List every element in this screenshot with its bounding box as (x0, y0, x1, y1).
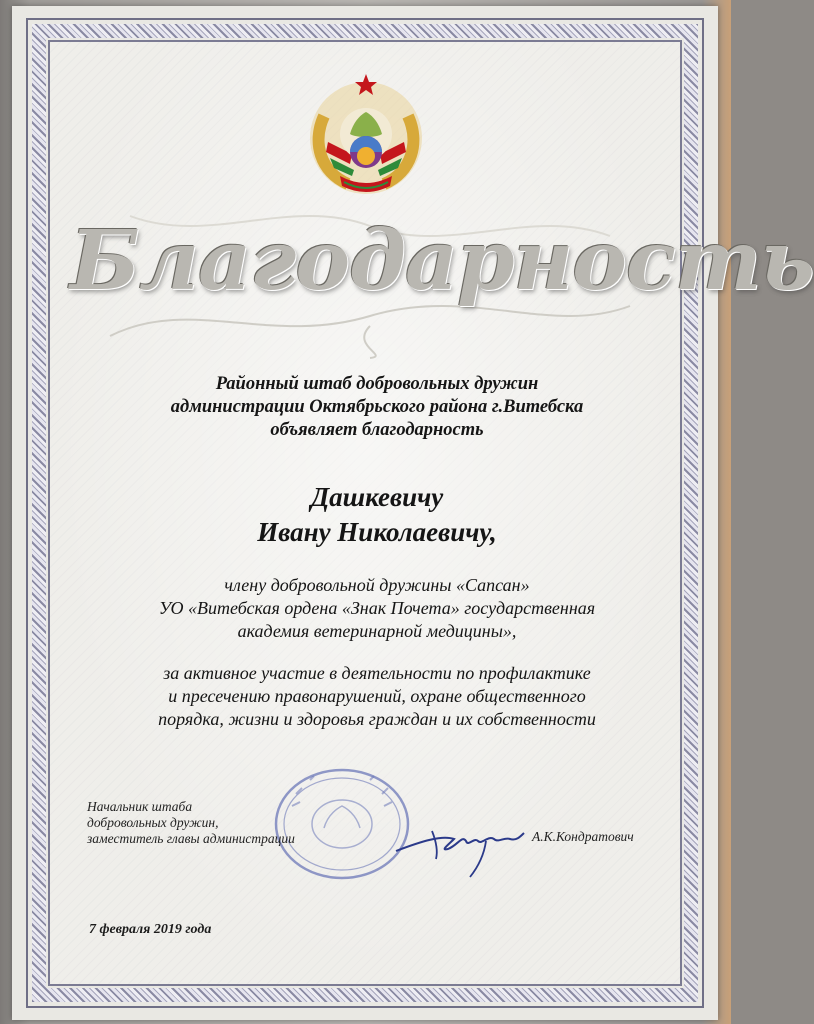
handwritten-signature-icon (392, 811, 532, 881)
issuer-line: объявляет благодарность (270, 420, 484, 440)
signer-name: А.К.Кондратович (532, 829, 634, 844)
issuer-line: Районный штаб добровольных дружин (215, 374, 539, 394)
signer-position-line: добровольных дружин, (87, 815, 219, 830)
reason-line: и пресечению правонарушений, охране общественного (168, 686, 586, 706)
affiliation-line: академия ветеринарной медицины», (237, 621, 517, 641)
affiliation-line: УО «Витебская ордена «Знак Почета» государственная (158, 598, 596, 618)
reason-line: за активное участие в деятельности по профилактике (163, 663, 591, 683)
reason-line: порядка, жизни и здоровья граждан и их собственности (158, 709, 596, 729)
recipient-given-names: Ивану Николаевичу, (257, 517, 497, 547)
affiliation-line: члену добровольной дружины «Сапсан» (224, 575, 530, 595)
issuer-line: администрации Октябрьского района г.Витебска (170, 397, 584, 417)
recipient-surname: Дашкевичу (310, 482, 444, 512)
issue-date: 7 февраля 2019 года (89, 922, 212, 937)
reason-block (82, 662, 672, 731)
recipient-affiliation (82, 574, 672, 643)
signer-position-line: заместитель главы администрации (87, 831, 295, 846)
certificate-title: Благодарность (70, 213, 814, 309)
recipient-name (82, 480, 672, 550)
certificate-sheet (12, 6, 814, 1020)
state-emblem-icon (306, 72, 426, 198)
issuer-block (82, 373, 672, 442)
signer-position-line: Начальник штаба (87, 799, 193, 814)
signer-position (87, 799, 295, 847)
